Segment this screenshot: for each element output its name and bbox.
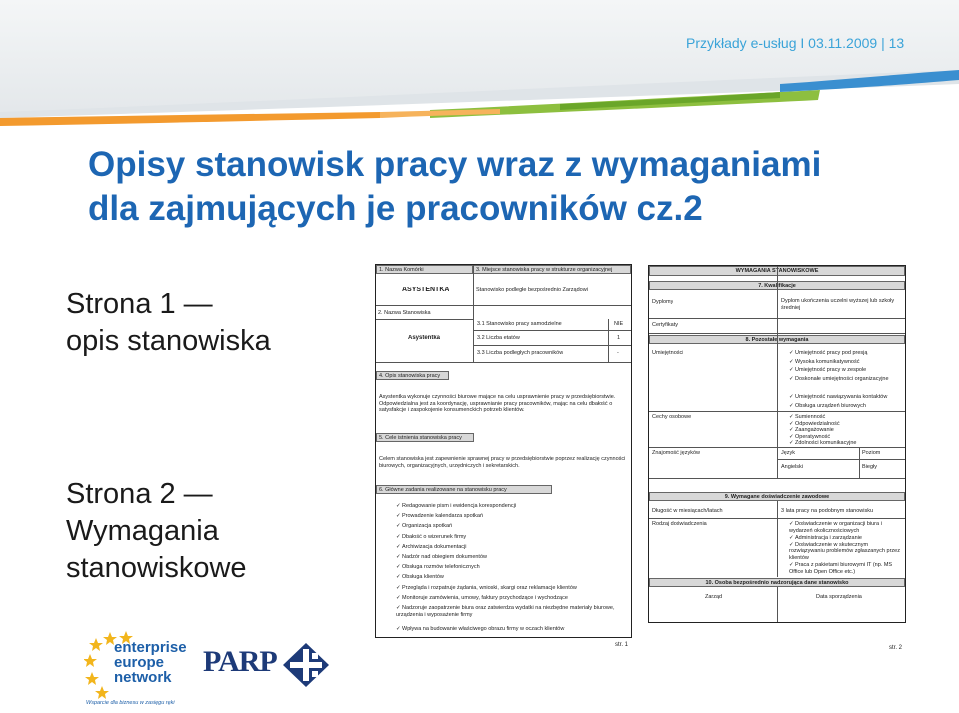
check-icon: ✓	[396, 626, 401, 633]
title-line-1: Opisy stanowisk pracy wraz z wymaganiami	[88, 145, 822, 184]
skill-item	[789, 376, 903, 383]
page2-rule	[777, 459, 905, 460]
een-tagline: Wsparcie dla biznesu w zasięgu ręki	[86, 700, 175, 706]
task-text: Nadzór nad obiegiem dokumentów	[402, 554, 487, 560]
task-item	[396, 564, 626, 571]
fte-value: 1	[617, 335, 621, 341]
trait-text: Operatywność	[795, 433, 831, 440]
side-label-page2	[66, 476, 247, 587]
check-icon: ✓	[789, 562, 794, 568]
title-line-2: dla zajmujących je pracowników cz.2	[88, 189, 703, 228]
qualifications-label: 7. Kwalifikacje	[649, 281, 905, 290]
side-label-page2-line1: Strona 2 —	[66, 478, 213, 510]
task-item	[396, 554, 626, 561]
een-text-3: network	[114, 669, 172, 686]
task-item	[396, 595, 626, 602]
page1-rule	[376, 305, 631, 306]
position-name-label: 2. Nazwa Stanowiska	[378, 310, 431, 316]
requirements-header: WYMAGANIA STANOWISKOWE	[649, 266, 905, 276]
header-text: Przykłady e-usług I 03.11.2009	[686, 35, 878, 51]
experience-item	[789, 562, 903, 575]
check-icon: ✓	[789, 350, 794, 356]
skill-text: Doskonałe umiejętności organizacyjne	[795, 375, 889, 382]
skill-item	[789, 394, 903, 401]
form-page-1	[375, 264, 632, 638]
task-item	[396, 503, 626, 510]
header-caption	[686, 35, 904, 51]
experience-length-value: 3 lata pracy na podobnym stanowisku	[781, 508, 874, 514]
form-page-2	[648, 265, 906, 623]
job-description-label: 4. Opis stanowiska pracy	[376, 371, 449, 380]
independent-value: NIE	[614, 321, 624, 327]
task-item	[396, 626, 626, 633]
experience-text: Doświadczenie w organizacji biura i wydarzeń okolicznościowych	[789, 521, 882, 534]
skill-item	[789, 367, 903, 374]
unit-name-label: 1. Nazwa Komórki	[376, 265, 473, 274]
check-icon: ✓	[396, 605, 401, 611]
skill-text: Obsługa urządzeń biurowych	[795, 402, 866, 409]
language-value: Angielski	[781, 464, 804, 470]
header-page-number: 13	[888, 35, 905, 51]
experience-text: Praca z pakietami biurowymi IT (np. MS Office lub Open Office etc.)	[789, 562, 893, 575]
header-separator: |	[881, 35, 885, 51]
skill-item	[789, 350, 903, 357]
traits-label: Cechy osobowe	[652, 414, 692, 420]
page2-rule	[649, 478, 905, 479]
check-icon: ✓	[789, 375, 794, 382]
trait-item	[789, 440, 903, 447]
trait-text: Sumienność	[795, 414, 826, 420]
task-text: Redagowanie pism i ewidencja korespondencji	[402, 503, 517, 509]
date-label: Data sporządzenia	[816, 594, 862, 600]
page1-divider	[608, 319, 609, 362]
check-icon: ✓	[396, 523, 401, 530]
org-place-label: 3. Miejsce stanowiska pracy w strukturze organizacyjnej	[473, 265, 631, 274]
check-icon: ✓	[396, 564, 401, 571]
parp-logo	[203, 643, 333, 688]
page1-number: str. 1	[615, 642, 629, 648]
page2-number: str. 2	[889, 645, 903, 651]
task-text: Prowadzenie kalendarza spotkań	[402, 513, 484, 520]
check-icon: ✓	[789, 433, 794, 440]
check-icon: ✓	[789, 427, 794, 433]
experience-type-label: Rodzaj doświadczenia	[652, 521, 707, 527]
diplomas-label: Dyplomy	[652, 299, 674, 305]
independent-label: 3.1 Stanowisko pracy samodzielne	[477, 321, 562, 327]
unit-name-value: ASYSTENTKA	[402, 287, 450, 293]
check-icon: ✓	[396, 584, 401, 591]
page2-divider	[777, 501, 778, 577]
check-icon: ✓	[789, 402, 794, 409]
supervisor-label: 10. Osoba bezpośrednio nadzorująca dane stanowisko	[649, 578, 905, 587]
task-text: Wpływa na budowanie właściwego obrazu firmy w oczach klientów	[402, 626, 565, 633]
task-item	[396, 544, 626, 551]
check-icon: ✓	[396, 594, 401, 601]
page1-rule	[376, 319, 473, 320]
check-icon: ✓	[396, 574, 401, 581]
task-text: Monitoruje zamówienia, umowy, faktury przychodzące i wychodzące	[402, 594, 568, 601]
page1-divider	[473, 265, 474, 362]
job-goals-text: Celem stanowiska jest zapewnienie sprawnej pracy w przedsiębiorstwie poprzez realizację czynności biurowych, organizacyjnych, urzędniczych i sekretarskich.	[379, 456, 626, 469]
experience-length-label: Długość w miesiącach/latach	[652, 508, 723, 514]
een-text-1: enterprise	[114, 639, 187, 656]
task-text: Obsługa rozmów telefonicznych	[402, 564, 480, 571]
diplomas-value: Dyplom ukończenia uczelni wyższej lub szkoły średniej	[781, 298, 895, 311]
check-icon: ✓	[789, 521, 794, 527]
task-item	[396, 605, 626, 618]
check-icon: ✓	[789, 535, 794, 541]
header-band	[0, 0, 959, 140]
task-item	[396, 523, 626, 530]
check-icon: ✓	[396, 503, 401, 509]
subordinates-label: 3.3 Liczba podległych pracowników	[477, 350, 564, 356]
main-tasks-label: 6. Główne zadania realizowane na stanowisku pracy	[376, 485, 552, 494]
task-item	[396, 585, 626, 592]
level-column: Poziom	[862, 450, 881, 456]
side-label-page1-line2: opis stanowiska	[66, 325, 271, 357]
trait-text: Zdolności komunikacyjne	[795, 440, 857, 446]
job-goals-label: 5. Cele istnienia stanowiska pracy	[376, 433, 474, 442]
slide-title	[88, 143, 948, 231]
task-text: Dbałość o wizerunek firmy	[402, 533, 467, 540]
skills-label: Umiejętności	[652, 350, 684, 356]
skill-item	[789, 403, 903, 410]
experience-text: Administracja i zarządzanie	[795, 535, 862, 541]
side-label-page1	[66, 286, 271, 360]
experience-item	[789, 521, 903, 534]
side-label-page1-line1: Strona 1 —	[66, 288, 213, 320]
languages-label: Znajomość języków	[652, 450, 700, 456]
page2-divider	[859, 447, 860, 478]
task-text: Archiwizacja dokumentacji	[402, 543, 467, 550]
header-decoration	[0, 0, 959, 140]
check-icon: ✓	[789, 358, 794, 365]
check-icon: ✓	[789, 541, 794, 548]
page2-divider	[777, 587, 778, 622]
task-item	[396, 534, 626, 541]
task-text: Obsługa klientów	[402, 574, 444, 581]
check-icon: ✓	[789, 440, 794, 446]
job-description-text: Asystentka wykonuje czynności biurowe mające na celu usprawnienie pracy w przedsiębiorstwie. Odpowiedzialna jest za koordynację, usprawnianie pracy pracowników, mając na celu dbałość o satysfakcje i zaspokojenie konsumenckich potrzeb klientów.	[379, 394, 616, 413]
skill-text: Umiejętność pracy pod presją	[795, 350, 868, 356]
skill-item	[789, 359, 903, 366]
check-icon: ✓	[789, 367, 794, 374]
check-icon: ✓	[789, 394, 794, 400]
trait-text: Zaangażowanie	[795, 427, 834, 433]
parp-text: PARP	[203, 645, 277, 678]
check-icon: ✓	[789, 420, 794, 427]
page2-divider	[777, 266, 778, 478]
task-item	[396, 574, 626, 581]
check-icon: ✓	[396, 554, 401, 560]
experience-label: 9. Wymagane doświadczenie zawodowe	[649, 492, 905, 501]
skill-text: Wysoka komunikatywność	[795, 358, 860, 365]
task-text: Przegląda i rozpatruje żądania, wnioski, skargi oraz reklamacje klientów	[402, 584, 577, 591]
other-requirements-label: 8. Pozostałe wymagania	[649, 335, 905, 344]
skill-text: Umiejętność nawiązywania kontaktów	[795, 394, 888, 400]
board-label: Zarząd	[705, 594, 723, 600]
task-text: Nadzoruje zaopatrzenie biura oraz zatwierdza wydatki na niezbędne materiały biurowe, urządzenia i wyposażenie firmy	[396, 605, 615, 618]
subordination-text: Stanowisko podległe bezpośrednio Zarządowi	[476, 287, 588, 293]
position-name-value: Asystentka	[408, 335, 441, 341]
experience-text: Doświadczenie w skutecznym rozwiązywaniu problemów zgłaszanych przez klientów	[789, 541, 900, 561]
parp-emblem-icon	[283, 643, 329, 687]
task-item	[396, 513, 626, 520]
check-icon: ✓	[396, 533, 401, 540]
task-text: Organizacja spotkań	[402, 523, 453, 530]
side-label-page2-line3: stanowiskowe	[66, 552, 247, 584]
page1-rule	[376, 362, 631, 363]
level-value: Biegły	[862, 464, 877, 470]
side-label-page2-line2: Wymagania	[66, 515, 219, 547]
check-icon: ✓	[789, 414, 794, 420]
een-text-2: europe	[114, 654, 165, 671]
language-column: Język	[781, 450, 796, 456]
subordinates-value: -	[617, 350, 619, 356]
check-icon: ✓	[396, 513, 401, 520]
trait-text: Odpowiedzialność	[795, 420, 840, 427]
fte-label: 3.2 Liczba etatów	[477, 335, 520, 341]
certificates-label: Certyfikaty	[652, 322, 678, 328]
enterprise-europe-network-logo	[84, 628, 194, 710]
check-icon: ✓	[396, 543, 401, 550]
skill-text: Umiejętność pracy w zespole	[795, 367, 867, 374]
experience-item	[789, 542, 903, 562]
